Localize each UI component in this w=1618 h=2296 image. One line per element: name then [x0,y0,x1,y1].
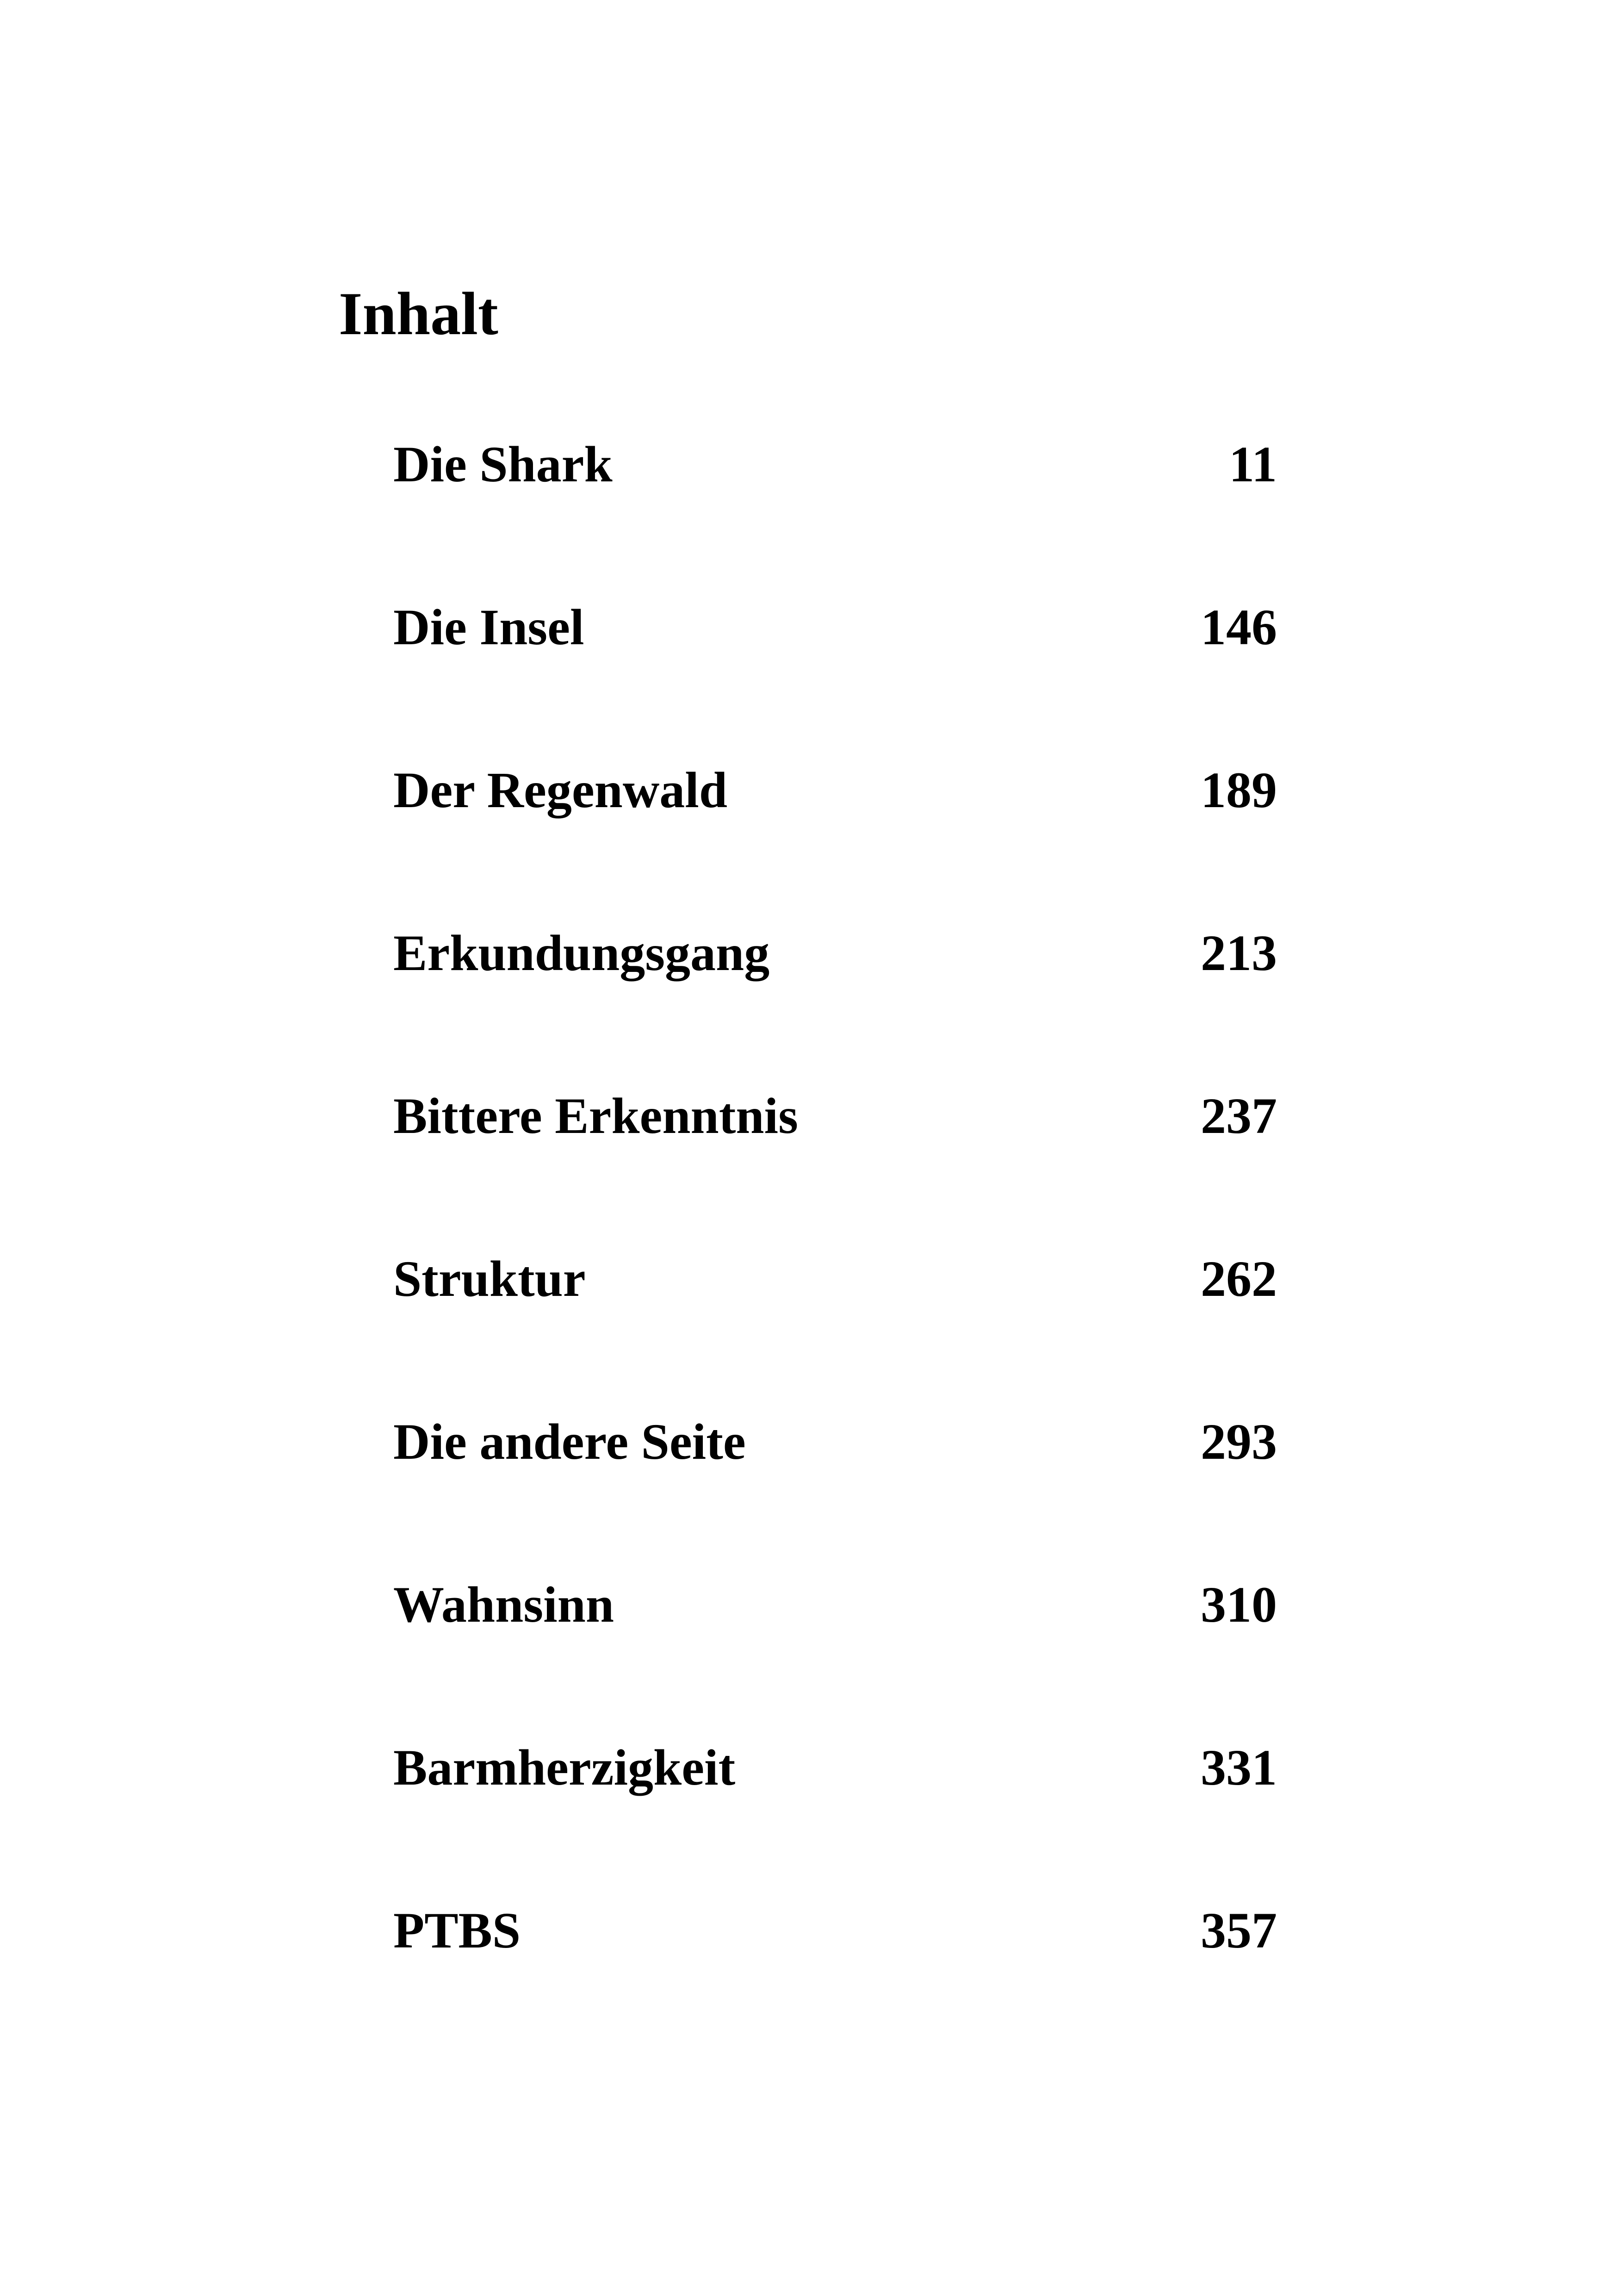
toc-entry-title: Die Shark [393,436,613,492]
toc-entry-page: 146 [1201,599,1277,655]
toc-entry-title: Die andere Seite [393,1413,746,1470]
toc-entry-title: Der Regenwald [393,762,728,818]
toc-entry-title: Die Insel [393,599,584,655]
toc-entry-page: 357 [1201,1902,1277,1959]
toc-entry-page: 11 [1229,436,1277,492]
toc-entry-page: 189 [1201,762,1277,818]
toc-entry-title: Bittere Erkenntnis [393,1088,798,1144]
toc-entry [393,927,1277,1090]
toc-entry-page: 331 [1201,1739,1277,1796]
toc-entry-page: 213 [1201,925,1277,981]
toc-entry [393,1253,1277,1416]
toc-list [393,436,1277,2068]
toc-entry-page: 237 [1201,1088,1277,1144]
toc-entry-page: 262 [1201,1251,1277,1307]
toc-entry [393,1902,1277,2068]
toc-entry-page: 310 [1201,1576,1277,1633]
toc-heading: Inhalt [339,280,498,348]
toc-entry [393,436,1277,602]
toc-entry-title: Barmherzigkeit [393,1739,736,1796]
toc-entry-title: Struktur [393,1251,586,1307]
toc-entry [393,1576,1277,1742]
toc-entry [393,1090,1277,1253]
toc-entry-page: 293 [1201,1413,1277,1470]
toc-entry [393,1739,1277,1905]
toc-entry [393,1413,1277,1579]
toc-entry [393,762,1277,927]
toc-entry [393,599,1277,765]
toc-entry-title: Erkundungsgang [393,925,770,981]
toc-entry-title: Wahnsinn [393,1576,614,1633]
toc-entry-title: PTBS [393,1902,521,1959]
